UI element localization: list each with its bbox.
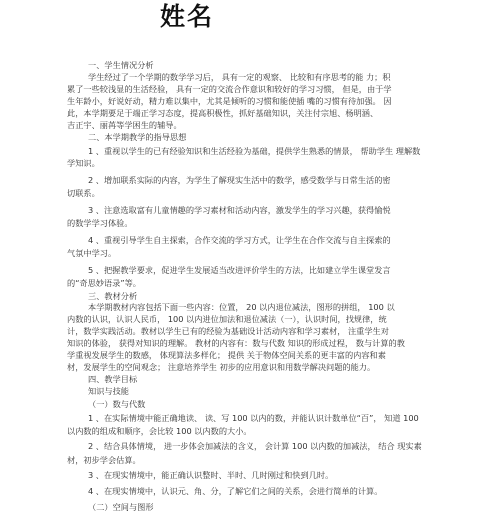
text-line: 3 、注意选取富有儿童情趣的学习素材和活动内容，激发学生的学习兴趣，获得愉悦 [88,205,391,215]
name-field-label: 姓名 [160,2,215,31]
text-line: 1 、在实际情境中能正确地读、 读、写 100 以内的数，并能认识计数单位“百”， 知道 100 [88,413,419,423]
text-line: 以内数的组成和顺序，会比较 100 以内数的大小。 [67,426,252,436]
text-line: 一、学生情况分析 [88,60,154,70]
text-line: 三、教材分析 [88,291,138,301]
text-line: 4 、重视引导学生自主探索，合作交流的学习方式，让学生在合作交流与自主探索的 [88,235,391,245]
text-line: 切联系。 [67,188,100,198]
text-line: 学重视发展学生的数感， 体现算法多样化； 提供 关于物体空间关系的更丰富的内容和素 [67,350,386,360]
text-line: （一）数与代数 [88,399,146,409]
text-line: 气氛中学习。 [67,248,117,258]
text-line: 材，发展学生的空间观念； 注意培养学生 初步的应用意识和用数学解决问题的能力。 [67,362,376,372]
text-line: 学生经过了一个学期的数学学习后， 具有一定的观察、 比较和有序思考的能 力；积 [88,72,391,82]
text-line: 累了一些较浅显的生活经验， 具有一定的交流合作意识和较好的学习习惯， 但是，由于学 [67,84,392,94]
text-line: 3 、在现实情境中，能正确认识整时、半时、几时刚过和快到几时。 [88,470,334,480]
text-line: 知识与技能 [88,386,129,396]
text-line: 知识的体验， 获得对知识的理解。 教材的内容有：数与代数 知识的形成过程， 数与计算的教 [67,338,405,348]
text-line: 的“奇思妙语录”等。 [67,278,141,288]
text-line: 二、本学期教学的指导思想 [88,132,187,142]
text-line: 生年龄小，好说好动，精力难以集中，尤其是倾听的习惯和能使插 嘴的习惯有待加强。 因 [67,96,392,106]
text-line: 内数的认识，认识人民币， 100 以内进位加法和退位减法（一），认识时间，找规律，统 [67,314,387,324]
text-line: 四、教学目标 [88,374,138,384]
text-line: 的数学学习体验。 [67,218,133,228]
text-line: 1 、重视以学生的已有经验知识和生活经验为基础，提供学生熟悉的情景， 帮助学生 理解数 [88,146,421,156]
text-line: 4 、在现实情境中，认识元、角、分，了解它们之间的关系，会进行简单的计算。 [88,486,383,496]
text-line: 此，本学期要足于端正学习态度，提高积极性，抓好基础知识，关注付宗旭、杨明涵、 [67,108,379,118]
text-line: 本学期教材内容包括下面一些内容：位置， 20 以内退位减法，图形的拼组， 100 以 [88,302,395,312]
text-line: 2 、增加联系实际的内容，为学生了解现实生活中的数学，感受数学与日常生活的密 [88,175,391,185]
text-line: （二）空间与图形 [88,502,154,512]
text-line: 2 、结合具体情境， 进一步体会加减法的含义， 会计算 100 以内数的加减法， 结合 现实素 [88,441,422,451]
text-line: 5 、把握教学要求，促进学生发展适当改进评价学生的方法，比如建立学生课堂发言 [88,265,391,275]
text-line: 吉正宇、丽苒等学困生的辅导。 [67,120,182,130]
text-line: 材，初步学会估算。 [67,455,141,465]
text-line: 学知识。 [67,158,100,168]
text-line: 计，数学实践活动。教材以学生已有的经验为基础设计活动内容和学习素材， 注重学生对 [67,326,389,336]
